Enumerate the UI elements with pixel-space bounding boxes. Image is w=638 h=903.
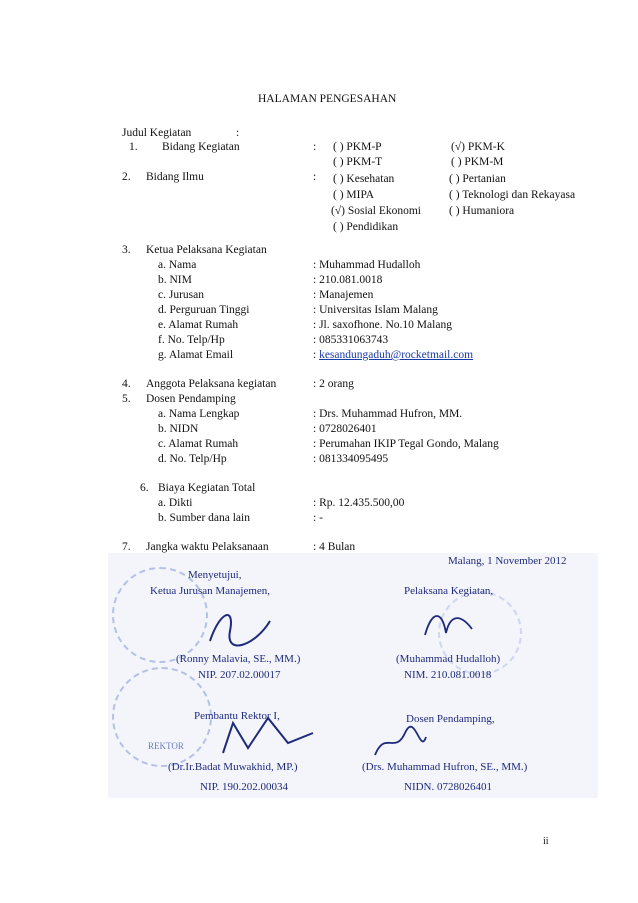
ketua-label: Ketua Pelaksana Kegiatan (146, 244, 267, 256)
option-humaniora: ( ) Humaniora (449, 205, 515, 217)
biaya-num: 6. (140, 482, 149, 494)
pelaksana-nim: NIM. 210.081.0018 (404, 669, 492, 681)
option-sosial-ekonomi: (√) Sosial Ekonomi (331, 205, 422, 217)
bidang-kegiatan-num: 1. (129, 141, 138, 153)
ketua-row-key: f. No. Telp/Hp (158, 334, 225, 346)
dosen-label: Dosen Pendamping (146, 393, 236, 405)
kajur-nip: NIP. 207.02.00017 (198, 669, 281, 681)
bidang-ilmu-label: Bidang Ilmu (146, 171, 204, 183)
dosen-row-key: a. Nama Lengkap (158, 408, 240, 420)
jangka-label: Jangka waktu Pelaksanaan (146, 541, 269, 553)
dospem-signature (370, 725, 430, 761)
dosen-num: 5. (122, 393, 131, 405)
ketua-row-key: e. Alamat Rumah (158, 319, 239, 331)
jangka-num: 7. (122, 541, 131, 553)
bidang-ilmu-num: 2. (122, 171, 131, 183)
dospem-role: Dosen Pendamping, (406, 713, 495, 725)
option-pkm-t: ( ) PKM-T (333, 156, 383, 168)
biaya-row-key: b. Sumber dana lain (158, 512, 250, 524)
dosen-row-key: c. Alamat Rumah (158, 438, 239, 450)
dosen-row-key: b. NIDN (158, 423, 199, 435)
stamp-rektor-text: REKTOR (148, 741, 184, 751)
ketua-row-key: d. Perguruan Tinggi (158, 304, 250, 316)
biaya-row-value: : Rp. 12.435.500,00 (313, 497, 405, 509)
pelaksana-role: Pelaksana Kegiatan, (404, 585, 494, 597)
ketua-row-value: : Muhammad Hudalloh (313, 259, 421, 271)
page-title: HALAMAN PENGESAHAN (258, 93, 397, 105)
ketua-num: 3. (122, 244, 131, 256)
dosen-row-value: : 081334095495 (313, 453, 389, 465)
email-colon: : (313, 349, 320, 361)
anggota-label: Anggota Pelaksana kegiatan (146, 378, 277, 390)
signature-block (108, 553, 598, 798)
signature-date: Malang, 1 November 2012 (448, 555, 567, 567)
ketua-row-value: : 085331063743 (313, 334, 389, 346)
email-row (313, 348, 473, 362)
pr1-signature (218, 703, 318, 761)
kajur-name: (Ronny Malavia, SE., MM.) (176, 653, 301, 665)
bidang-kegiatan-colon: : (313, 141, 317, 153)
ketua-row-value: : Universitas Islam Malang (313, 304, 438, 316)
jangka-value: : 4 Bulan (313, 541, 356, 553)
option-pendidikan: ( ) Pendidikan (333, 221, 399, 233)
pr1-nip: NIP. 190.202.00034 (200, 781, 289, 793)
kajur-role: Ketua Jurusan Manajemen, (150, 585, 271, 597)
ketua-row-key: c. Jurusan (158, 289, 204, 301)
ketua-row-key: a. Nama (158, 259, 197, 271)
email-link[interactable]: kesandungaduh@rocketmail.com (319, 349, 474, 361)
approval-role: Menyetujui, (188, 569, 242, 581)
option-pertanian: ( ) Pertanian (449, 173, 506, 185)
university-stamp-top (112, 567, 208, 663)
dosen-row-value: : Perumahan IKIP Tegal Gondo, Malang (313, 438, 499, 450)
dosen-row-value: : Drs. Muhammad Hufron, MM. (313, 408, 463, 420)
ketua-row-key: g. Alamat Email (158, 349, 234, 361)
biaya-label: Biaya Kegiatan Total (158, 482, 256, 494)
dosen-row-key: d. No. Telp/Hp (158, 453, 227, 465)
kajur-signature (200, 601, 280, 649)
ketua-row-value: : Manajemen (313, 289, 374, 301)
anggota-value: : 2 orang (313, 378, 354, 390)
bidang-ilmu-colon: : (313, 171, 317, 183)
pelaksana-name: (Muhammad Hudalloh) (396, 653, 501, 665)
ketua-row-value: : 210.081.0018 (313, 274, 383, 286)
dospem-nidn: NIDN. 0728026401 (404, 781, 492, 793)
ketua-row-value: : Jl. saxofhone. No.10 Malang (313, 319, 452, 331)
pr1-role: Pembantu Rektor I, (194, 710, 280, 722)
anggota-num: 4. (122, 378, 131, 390)
option-kesehatan: ( ) Kesehatan (333, 173, 395, 185)
option-teknologi: ( ) Teknologi dan Rekayasa (449, 189, 576, 201)
judul-colon: : (236, 127, 240, 139)
page-number: ii (543, 836, 549, 847)
bidang-kegiatan-label: Bidang Kegiatan (162, 141, 240, 153)
biaya-row-value: : - (313, 512, 323, 524)
dosen-row-value: : 0728026401 (313, 423, 377, 435)
pr1-name: (Dr.Ir.Badat Muwakhid, MP.) (168, 761, 298, 773)
ketua-row-key: b. NIM (158, 274, 192, 286)
option-pkm-k: (√) PKM-K (451, 141, 505, 153)
pelaksana-signature (420, 605, 480, 645)
option-mipa: ( ) MIPA (333, 189, 375, 201)
option-pkm-p: ( ) PKM-P (333, 141, 382, 153)
dospem-name: (Drs. Muhammad Hufron, SE., MM.) (362, 761, 528, 773)
judul-label: Judul Kegiatan (122, 127, 192, 139)
biaya-row-key: a. Dikti (158, 497, 193, 509)
option-pkm-m: ( ) PKM-M (451, 156, 504, 168)
